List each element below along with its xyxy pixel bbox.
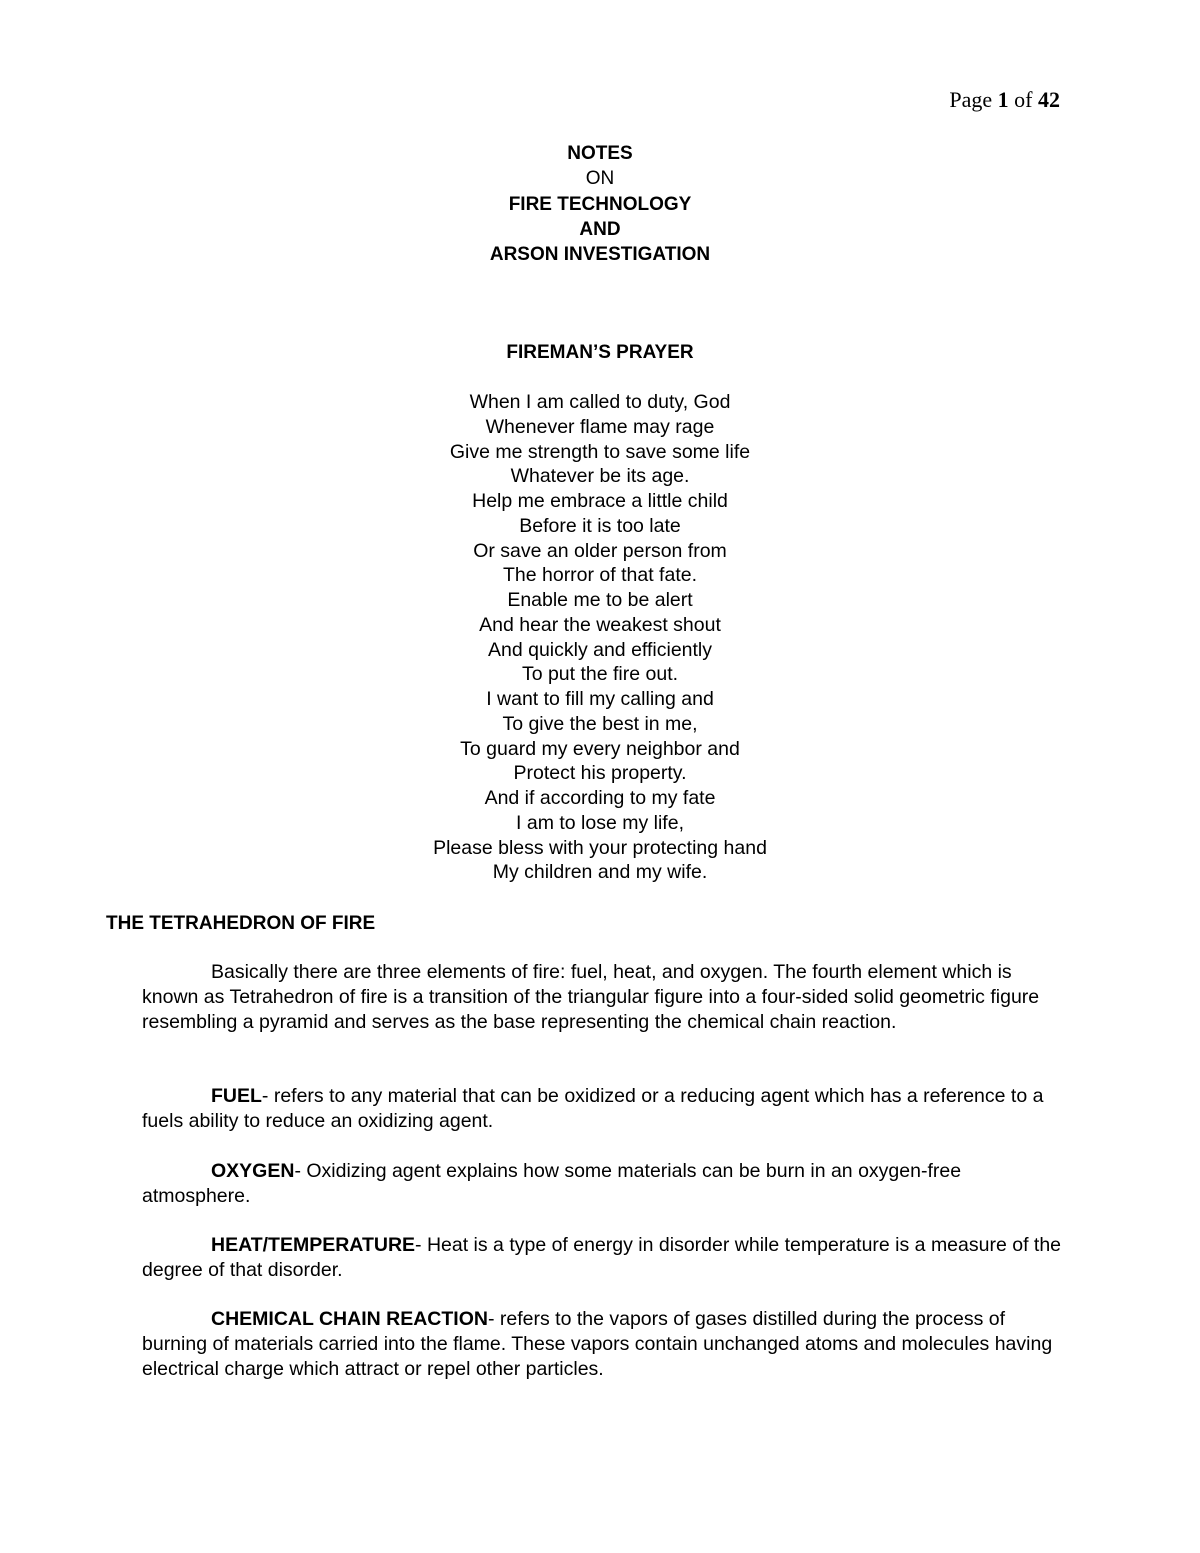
prayer-line: I am to lose my life, (516, 811, 684, 834)
definition-oxygen: - Oxidizing agent explains how some materials can be burn in an oxygen-free atmosphere. (142, 1160, 962, 1207)
title-line-on: ON (585, 168, 615, 190)
page-number-current: 1 (997, 87, 1009, 112)
document-title (0, 141, 1200, 267)
page-number-separator: of (1014, 87, 1033, 112)
prayer-title: FIREMAN’S PRAYER (506, 342, 694, 363)
prayer-line: Protect his property. (513, 762, 687, 785)
prayer-line: Please bless with your protecting hand (433, 836, 767, 859)
title-line-arson-investigation: ARSON INVESTIGATION (489, 244, 711, 266)
definition-fuel: - refers to any material that can be oxidized or a reducing agent which has a reference to a fuels ability to reduce an oxidizing agent. (142, 1085, 1044, 1132)
term-heat-temperature: HEAT/TEMPERATURE (211, 1234, 416, 1256)
paragraph-chain-reaction (142, 1307, 1062, 1381)
page-number (949, 86, 1060, 114)
paragraph-oxygen (142, 1159, 1062, 1209)
prayer-line: And hear the weakest shout (479, 613, 721, 636)
prayer-poem (0, 390, 1200, 885)
prayer-line: Help me embrace a little child (472, 490, 728, 512)
paragraph-fuel (142, 1084, 1062, 1134)
definition-chemical-chain-reaction: - refers to the vapors of gases distilled during the process of burning of materials carried into the flame. These vapors contain unchanged atoms and molecules having electrical charge which attract or repel other particles. (142, 1308, 1053, 1380)
prayer-line: Whatever be its age. (510, 465, 690, 488)
title-line-notes: NOTES (567, 143, 633, 164)
term-oxygen: OXYGEN (211, 1160, 295, 1182)
prayer-line: Before it is too late (519, 514, 681, 537)
prayer-line: When I am called to duty, God (469, 391, 731, 413)
prayer-line: I want to fill my calling and (486, 688, 714, 710)
prayer-line: To give the best in me, (502, 712, 698, 735)
prayer-line: My children and my wife. (492, 861, 708, 884)
prayer-line: To put the fire out. (521, 663, 679, 686)
term-fuel: FUEL (211, 1085, 262, 1107)
prayer-line: Whenever flame may rage (485, 415, 715, 438)
paragraph-heat (142, 1233, 1062, 1283)
prayer-line: Give me strength to save some life (449, 440, 751, 463)
definition-heat-temperature: - Heat is a type of energy in disorder while temperature is a measure of the degree of that disorder. (142, 1234, 1062, 1281)
prayer-line: And if according to my fate (484, 787, 716, 809)
title-line-fire-technology: FIRE TECHNOLOGY (508, 193, 692, 215)
page-number-total: 42 (1038, 87, 1060, 112)
prayer-line: To guard my every neighbor and (460, 737, 740, 760)
section-heading-tetrahedron: THE TETRAHEDRON OF FIRE (106, 913, 376, 934)
prayer-line: Enable me to be alert (507, 589, 693, 611)
page-number-prefix: Page (949, 87, 993, 112)
term-chemical-chain-reaction: CHEMICAL CHAIN REACTION (211, 1308, 488, 1330)
prayer-line: The horror of that fate. (502, 564, 698, 587)
paragraph-intro: Basically there are three elements of fire: fuel, heat, and oxygen. The fourth element which is known as Tetrahedron of fire is a transition of the triangular figure into a four-sided solid geometric figure resembling a pyramid and serves as the base representing the chemical chain reaction. (142, 961, 1040, 1033)
title-line-and: AND (579, 218, 621, 240)
prayer-line: And quickly and efficiently (487, 638, 713, 661)
prayer-line: Or save an older person from (473, 539, 727, 562)
